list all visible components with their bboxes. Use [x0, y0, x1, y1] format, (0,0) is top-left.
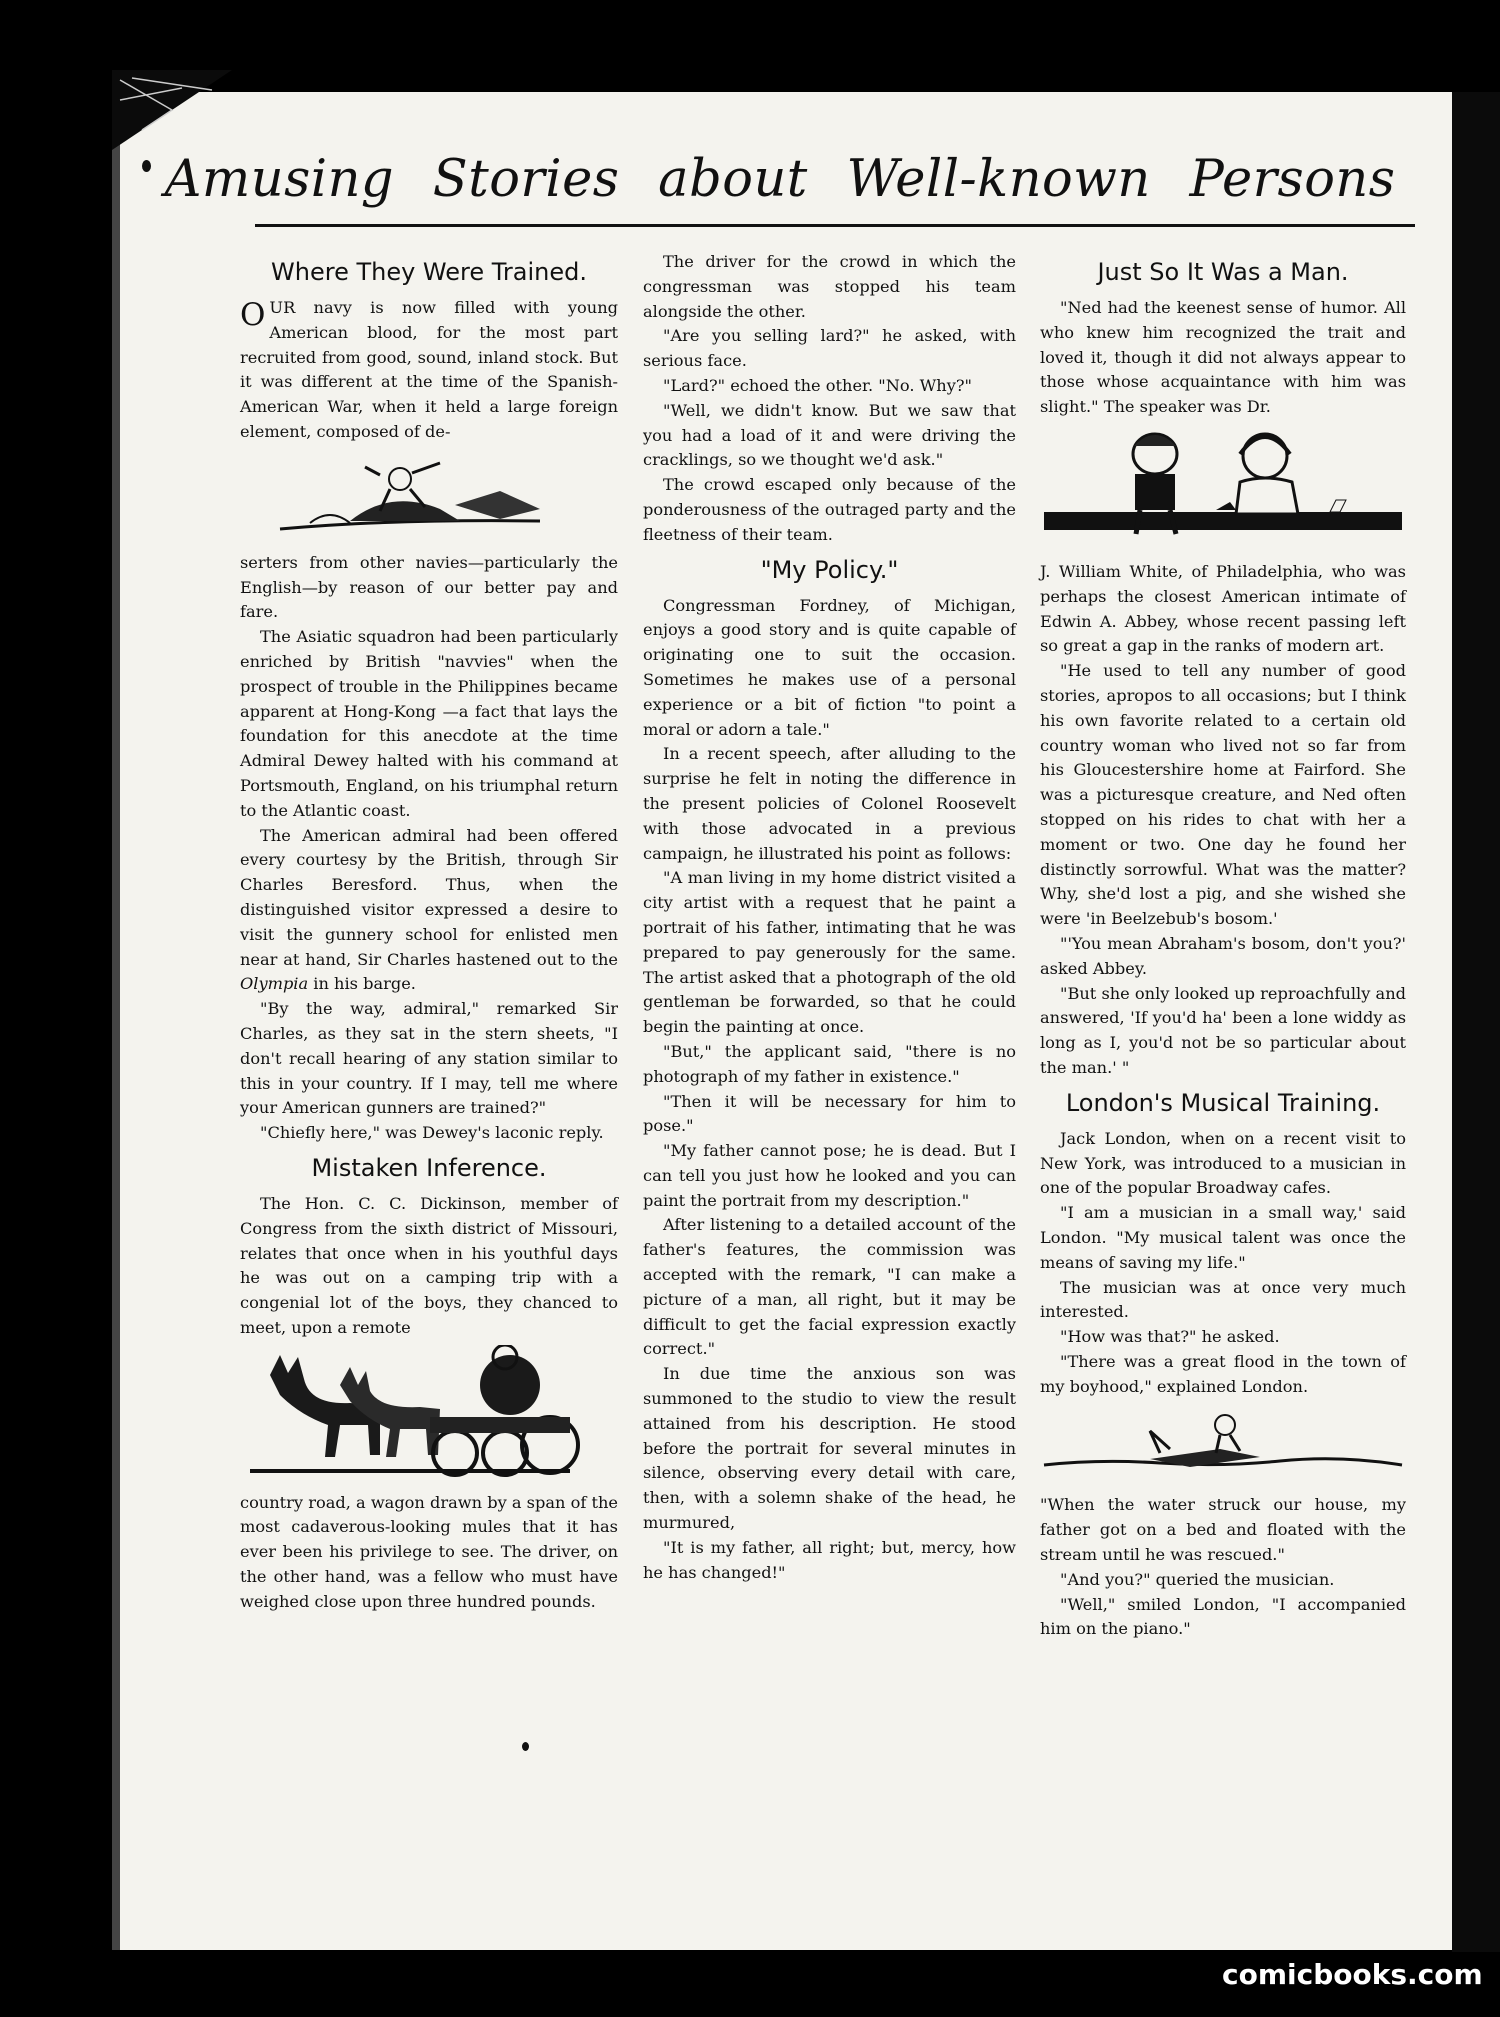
- paragraph: "My father cannot pose; he is dead. But I can tell you just how he looked and you can paint the portrait from my description.": [643, 1141, 1016, 1210]
- paragraph: [240, 824, 618, 998]
- paragraph: The Hon. C. C. Dickinson, member of Congress from the sixth district of Missouri, relates that once when in his youthful days he was out on a camping trip with a congenial lot of the boys, they chanced to meet, upon a remote: [240, 1193, 618, 1337]
- heading-mistaken-inference: Mistaken Inference.: [311, 1153, 547, 1182]
- paragraph: After listening to a detailed account of the father's features, the commission was accepted with the remark, "I can make a picture of a man, all right, but it may be difficult to get the facial expression exactly correct.": [643, 1215, 1016, 1359]
- paragraph-text: in his barge.: [308, 974, 416, 994]
- paragraph: [240, 296, 618, 445]
- paragraph: "I am a musician in a small way,' said London. "My musical talent was once the means of saving my life.": [1040, 1203, 1406, 1272]
- piano-on-flood-illustration: [1040, 1403, 1406, 1487]
- paragraph: country road, a wagon drawn by a span of the most cadaverous-looking mules that it has ever been his privilege to see. The driver, on the other hand, was a fellow who must have weighed close upon three hundred pounds.: [240, 1492, 618, 1611]
- torn-corner-graphic: [112, 70, 232, 150]
- paragraph: "How was that?" he asked.: [1060, 1327, 1280, 1347]
- sailor-on-boat-illustration: [240, 449, 618, 545]
- paragraph: "Chiefly here," was Dewey's laconic reply.: [260, 1123, 604, 1143]
- page-title: Amusing Stories about Well-known Persons: [164, 150, 1396, 209]
- drop-cap: O: [240, 297, 266, 333]
- paragraph: "'You mean Abraham's bosom, don't you?' asked Abbey.: [1040, 933, 1406, 978]
- paragraph: The Asiatic squadron had been particularly enriched by British "navvies" when the prospect of trouble in the Philippines became apparent at Hong-Kong —a fact that lays the foundation for this anecdote at the time Admiral Dewey halted with his command at Portsmouth, England, on his triumphal return to the Atlantic coast.: [240, 627, 618, 820]
- column-2: [643, 250, 1016, 1585]
- paragraph: "But," the applicant said, "there is no photograph of my father in existence.": [643, 1041, 1016, 1086]
- paragraph: "When the water struck our house, my father got on a bed and floated with the stream until he was rescued.": [1040, 1495, 1406, 1565]
- paragraph: "Are you selling lard?" he asked, with serious face.: [643, 326, 1016, 371]
- paragraph: "Ned had the keenest sense of humor. All who knew him recognized the trait and loved it, though it did not always appear to those whose acquaintance with him was slight." The speaker was Dr.: [1040, 298, 1406, 417]
- paragraph: "Well, we didn't know. But we saw that you had a load of it and were driving the cracklings, so we thought we'd ask.": [643, 400, 1016, 470]
- paragraph: Jack London, when on a recent visit to New York, was introduced to a musician in one of the popular Broadway cafes.: [1040, 1128, 1406, 1198]
- paragraph: "He used to tell any number of good stories, apropos to all occasions; but I think his own favorite related to a certain old country woman who lived not so far from his Gloucestershire home at Fairford. She was a picturesque creature, and Ned often stopped on his rides to chat with her a moment or two. One day he found her distinctly sorrowful. What was the matter? Why, she'd lost a pig, and she wished she were 'in Beelzebub's bosom.': [1040, 661, 1406, 929]
- mule-wagon-illustration: [240, 1345, 618, 1485]
- ship-name: Olympia: [240, 974, 309, 994]
- ink-dot: [522, 1742, 529, 1751]
- heading-where-they-were-trained: Where They Were Trained.: [271, 258, 587, 286]
- column-1: [240, 250, 618, 1615]
- man-and-woman-illustration: [1040, 424, 1406, 554]
- paragraph: Congressman Fordney, of Michigan, enjoys a good story and is quite capable of originating one to suit the occasion. Sometimes he makes use of a personal experience or a bit of fiction "to point a moral or adorn a tale.": [643, 595, 1016, 739]
- paragraph: "A man living in my home district visited a city artist with a request that he paint a portrait of his father, intimating that he was prepared to pay generously for the same. The artist asked that a photograph of the old gentleman be forwarded, so that he could begin the painting at once.: [643, 868, 1016, 1037]
- paragraph: "It is my father, all right; but, mercy, how he has changed!": [643, 1537, 1016, 1582]
- paragraph: The musician was at once very much interested.: [1040, 1277, 1406, 1322]
- column-3: [1040, 250, 1406, 1642]
- paragraph: "And you?" queried the musician.: [1060, 1569, 1335, 1589]
- page-gutter-shadow: [1452, 92, 1500, 1952]
- heading-my-policy: "My Policy.": [760, 555, 899, 584]
- paragraph: The driver for the crowd in which the congressman was stopped his team alongside the other.: [643, 252, 1016, 321]
- paragraph: The crowd escaped only because of the ponderousness of the outraged party and the fleetness of their team.: [643, 475, 1016, 544]
- paragraph: "Well," smiled London, "I accompanied him on the piano.": [1040, 1594, 1406, 1639]
- paragraph-text: The American admiral had been offered every courtesy by the British, through Sir Charles Beresford. Thus, when the distinguished visitor expressed a desire to visit the gunnery school for enlisted men near at hand, Sir Charles hastened out to the: [240, 825, 618, 969]
- paragraph: In due time the anxious son was summoned to the studio to view the result attained from his description. He stood before the portrait for several minutes in silence, observing every detail with care, then, with a solemn shake of the head, he murmured,: [643, 1364, 1016, 1533]
- paragraph: "By the way, admiral," remarked Sir Charles, as they sat in the stern sheets, "I don't recall hearing of any station similar to this in your country. If I may, tell me where your American gunners are trained?": [240, 999, 618, 1118]
- paragraph: J. William White, of Philadelphia, who was perhaps the closest American intimate of Edwin A. Abbey, whose recent passing left so great a gap in the ranks of modern art.: [1040, 561, 1406, 656]
- paragraph: "There was a great flood in the town of my boyhood," explained London.: [1040, 1351, 1406, 1396]
- watermark: comicbooks.com: [1222, 1958, 1483, 1991]
- heading-londons-musical-training: London's Musical Training.: [1065, 1088, 1381, 1117]
- title-rule: [255, 224, 1415, 227]
- paragraph: "Then it will be necessary for him to pose.": [643, 1091, 1016, 1136]
- paragraph: serters from other navies—particularly the English—by reason of our better pay and fare.: [240, 552, 618, 622]
- paragraph: "Lard?" echoed the other. "No. Why?": [663, 375, 972, 395]
- paragraph: "But she only looked up reproachfully and answered, 'If you'd ha' been a lone widdy as long as I, you'd not be so particular about the man.' ": [1040, 983, 1406, 1077]
- heading-just-so-it-was-a-man: Just So It Was a Man.: [1097, 258, 1349, 286]
- paragraph-text: UR navy is now filled with young American blood, for the most part recruited from good, sound, inland stock. But it was different at the time of the Spanish-American War, when it held a large foreign element, composed of de-: [240, 298, 618, 441]
- paragraph: In a recent speech, after alluding to the surprise he felt in noting the difference in the present policies of Colonel Roosevelt with those advocated in a previous campaign, he illustrated his point as follows:: [643, 744, 1016, 863]
